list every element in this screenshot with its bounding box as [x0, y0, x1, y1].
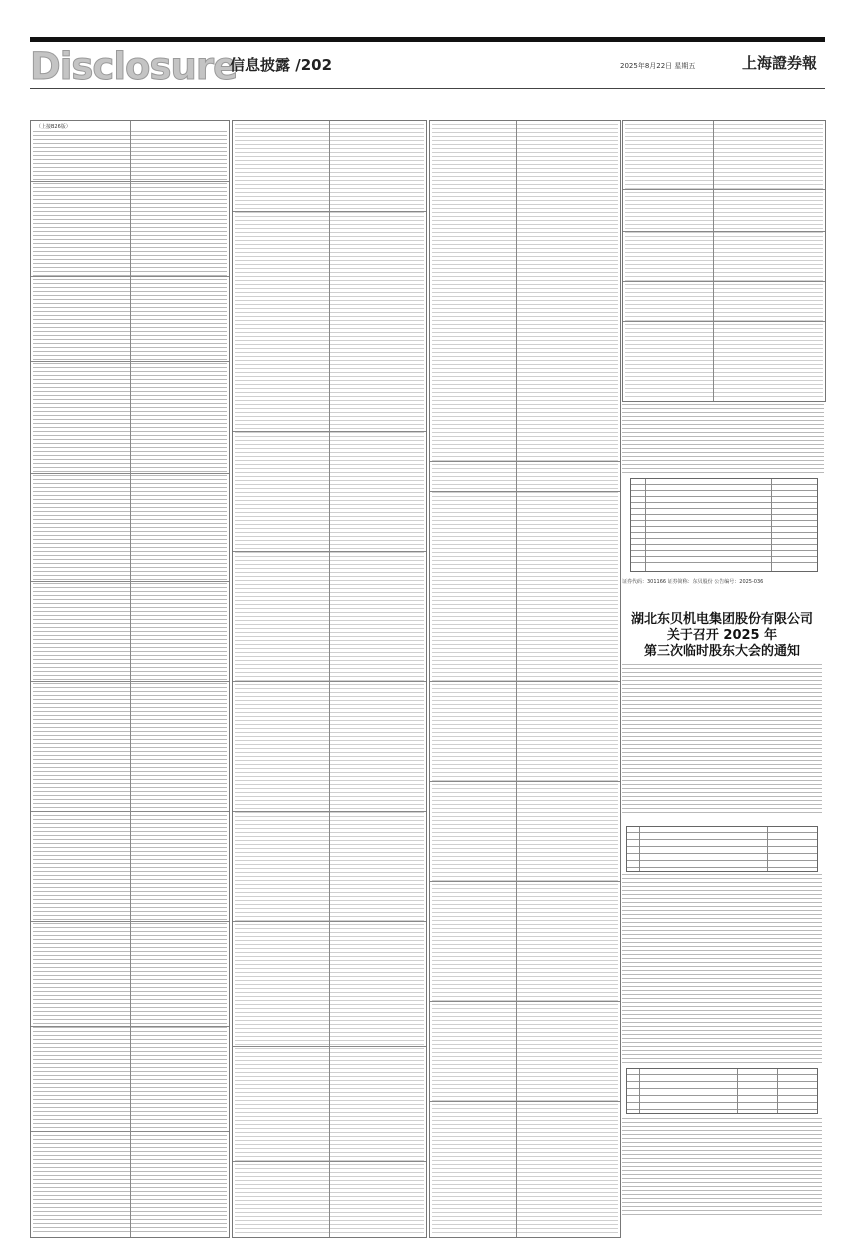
summary-text: [622, 404, 824, 476]
notice-title-line1: 关于召开 2025 年: [666, 628, 778, 643]
section-logo: Disclosure: [30, 45, 238, 88]
text-column-1: [30, 120, 230, 1238]
company-name: 湖北东贝机电集团股份有限公司: [630, 612, 813, 627]
amendment-table: [622, 120, 826, 402]
newspaper-name: 上海證券報: [742, 54, 818, 72]
text-column-3: [429, 120, 621, 1238]
top-rule: [30, 37, 825, 42]
masthead: [30, 44, 825, 86]
document-list-table: [630, 478, 818, 572]
proposal-table: [626, 826, 818, 872]
meeting-notice: [622, 578, 822, 1228]
voting-table: [626, 1068, 818, 1114]
security-code-line: 证券代码：301166 证券简称：东贝股份 公告编号：2025-036: [622, 579, 764, 585]
continued-label: （上接B26版）: [36, 124, 71, 130]
issue-date: 2025年8月22日 星期五: [620, 62, 696, 70]
notice-title-line2: 第三次临时股东大会的通知: [643, 644, 800, 659]
text-column-2: [232, 120, 427, 1238]
section-title: 信息披露 /202: [230, 56, 333, 74]
masthead-rule: [30, 88, 825, 89]
